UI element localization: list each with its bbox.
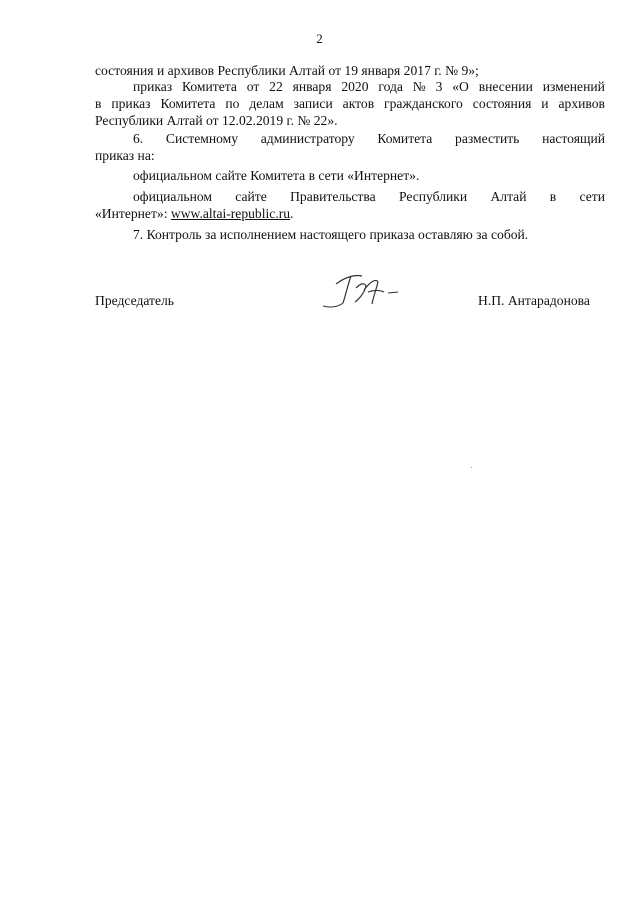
word: приказ [111,96,151,111]
word: состояния [472,96,532,111]
text-line-9 [95,206,605,222]
word: по [225,96,240,111]
text-line-2 [133,79,605,95]
line-prefix: «Интернет»: [95,206,171,221]
word: года [378,79,403,94]
word: в [549,189,557,204]
word: Комитета [182,79,237,94]
word: записи [293,96,333,111]
word: января [292,79,332,94]
word: разместить [455,131,520,146]
word: настоящий [542,131,605,146]
word: 3 [435,79,443,94]
word: Алтай [490,189,527,204]
word: в [95,96,102,111]
page-number: 2 [316,31,323,46]
text-line-7: официальном сайте Комитета в сети «Интернет». [133,168,420,183]
word: гражданского [384,96,463,111]
word: архивов [558,96,605,111]
word: Комитета [160,96,216,111]
word: сайте [235,189,267,204]
line-suffix: . [290,206,294,221]
word: Республики [398,189,468,204]
text-line-3 [95,96,605,112]
word: 6. [133,131,144,146]
text-line-10: 7. Контроль за исполнением настоящего приказа оставляю за собой. [133,227,529,242]
word: и [541,96,549,111]
text-line-4: Республики Алтай от 12.02.2019 г. № 22». [95,113,338,128]
word: «О [452,79,469,94]
word: Комитета [377,131,433,146]
word: официальном [133,189,212,204]
word: администратору [260,131,355,146]
signatory-name: Н.П. Антарадонова [478,293,590,308]
word: делам [249,96,284,111]
handwritten-signature [318,270,408,312]
website-link[interactable]: www.altai-republic.ru [170,206,291,221]
text-line-6: приказ на: [95,148,155,163]
scan-speck [471,467,472,468]
word: от [246,79,260,94]
word: внесении [478,79,533,94]
word: 22 [269,79,283,94]
signatory-title: Председатель [95,293,174,308]
word: Системному [165,131,239,146]
word: 2020 [341,79,369,94]
text-line-8 [133,189,605,205]
signature-block [0,270,639,320]
word: Правительства [290,189,376,204]
word: изменений [542,79,605,94]
word: приказ [133,79,173,94]
word: сети [579,189,605,204]
word: № [412,79,426,94]
text-line-1: состояния и архивов Республики Алтай от 19 января 2017 г. № 9»; [95,63,479,78]
text-line-5 [133,131,605,147]
word: актов [342,96,375,111]
